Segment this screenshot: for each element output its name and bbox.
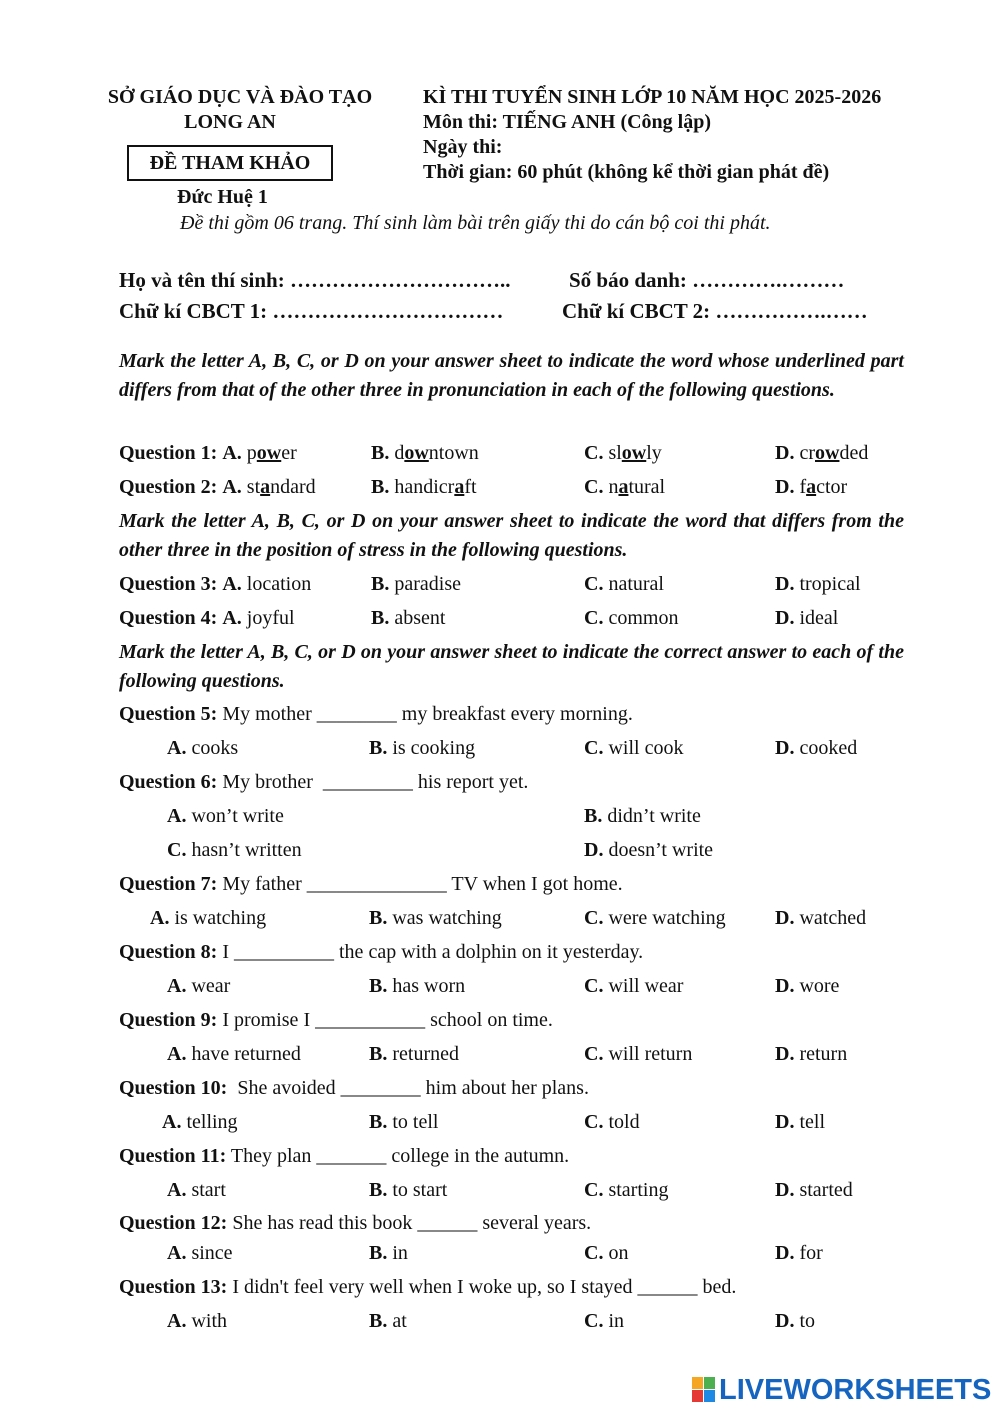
province-name: LONG AN <box>184 111 276 133</box>
option-c: common <box>608 607 679 629</box>
exam-subject: Môn thi: TIẾNG ANH (Công lập) <box>423 111 712 133</box>
option-letter: B. <box>371 442 390 464</box>
logo-square-3 <box>692 1390 703 1402</box>
question-label: Question 12: <box>119 1212 228 1234</box>
option-letter: D. <box>775 607 795 629</box>
option-letter: B. <box>371 607 390 629</box>
option-b: is cooking <box>392 737 476 759</box>
option-a: won’t write <box>191 805 284 827</box>
question-text: They plan _______ college in the autumn. <box>230 1145 570 1167</box>
question-8-stem <box>0 941 1000 969</box>
question-text: I didn't feel very well when I woke up, so I stayed ______ bed. <box>232 1276 737 1298</box>
question-label: Question 10: <box>119 1077 228 1099</box>
option-letter: A. <box>222 476 242 498</box>
question-label: Question 7: <box>119 873 218 895</box>
option-a: power <box>246 442 297 464</box>
option-letter: A. <box>222 607 242 629</box>
option-b: has worn <box>392 975 466 997</box>
question-5-options: A. cooks B. is cooking C. will cook D. cooked <box>167 737 858 759</box>
option-d: tropical <box>799 573 861 595</box>
option-c: will return <box>608 1043 693 1065</box>
candidate-name-field: Họ và tên thí sinh: ………………………….. <box>119 268 511 292</box>
question-text: She has read this book ______ several years. <box>232 1212 592 1234</box>
question-label: Question 6: <box>119 771 218 793</box>
option-letter: D. <box>775 442 795 464</box>
option-a: cooks <box>191 737 239 759</box>
option-d: watched <box>799 907 867 929</box>
option-c: starting <box>608 1179 669 1201</box>
option-b: returned <box>392 1043 459 1065</box>
option-c: will cook <box>608 737 684 759</box>
exam-date: Ngày thi: <box>423 136 503 158</box>
option-c: told <box>608 1111 640 1133</box>
question-9-options: A. have returned B. returned C. will return D. return <box>167 1043 848 1065</box>
option-a: wear <box>191 975 231 997</box>
option-b: to tell <box>392 1111 439 1133</box>
option-d: to <box>799 1310 816 1332</box>
option-b: to start <box>392 1179 448 1201</box>
option-a: start <box>191 1179 226 1201</box>
question-text: I __________ the cap with a dolphin on it yesterday. <box>222 941 644 963</box>
option-a: have returned <box>191 1043 301 1065</box>
question-label: Question 4: <box>119 607 218 629</box>
reference-exam-box <box>127 145 333 181</box>
question-label: Question 3: <box>119 573 218 595</box>
option-d: ideal <box>799 607 839 629</box>
option-d: wore <box>799 975 840 997</box>
option-b: was watching <box>392 907 502 929</box>
option-a: with <box>191 1310 228 1332</box>
question-label: Question 9: <box>119 1009 218 1031</box>
question-text: My mother ________ my breakfast every morning. <box>222 703 633 725</box>
option-d: doesn’t write <box>608 839 714 861</box>
reference-exam-label: ĐỀ THAM KHẢO <box>149 151 311 174</box>
option-c: in <box>608 1310 625 1332</box>
question-label: Question 11: <box>119 1145 227 1167</box>
instruction-stress: Mark the letter A, B, C, or D on your answer sheet to indicate the word that differs from the other three in the position of stress in the following questions. <box>119 510 904 561</box>
option-c: natural <box>608 476 666 498</box>
question-6-stem <box>0 771 1000 799</box>
option-c: hasn’t written <box>191 839 302 861</box>
option-letter: C. <box>584 476 604 498</box>
logo-square-4 <box>704 1390 715 1402</box>
instruction-correct-answer: Mark the letter A, B, C, or D on your answer sheet to indicate the correct answer to each of the following questions. <box>119 641 904 692</box>
question-13-stem <box>0 1276 1000 1304</box>
option-letter: D. <box>775 573 795 595</box>
option-c: on <box>608 1242 629 1264</box>
question-6-options-cd: C. hasn’t written D. doesn’t write <box>167 839 714 861</box>
exam-duration: Thời gian: 60 phút (không kể thời gian phát đề) <box>423 161 830 183</box>
candidate-id-field: Số báo danh: ………….……… <box>569 268 845 292</box>
option-letter: A. <box>222 573 242 595</box>
school-name: Đức Huệ 1 <box>177 186 268 208</box>
proctor-2-signature-field: Chữ kí CBCT 2: …………….…… <box>562 299 868 323</box>
question-10-stem <box>0 1077 1000 1105</box>
question-3 <box>0 573 1000 601</box>
option-letter: C. <box>584 573 604 595</box>
option-d: return <box>799 1043 848 1065</box>
option-c: natural <box>608 573 664 595</box>
option-a: telling <box>186 1111 238 1133</box>
option-letter: C. <box>584 607 604 629</box>
logo-square-1 <box>692 1377 703 1389</box>
liveworksheets-logo[interactable] <box>692 1374 991 1406</box>
question-label: Question 8: <box>119 941 218 963</box>
option-d: for <box>799 1242 823 1264</box>
question-label: Question 13: <box>119 1276 228 1298</box>
question-text: My brother _________ his report yet. <box>222 771 529 793</box>
instruction-pronunciation: Mark the letter A, B, C, or D on your answer sheet to indicate the word whose underlined part differs from that of the other three in pronunciation in each of the following questions. <box>119 350 904 401</box>
question-8-options: A. wear B. has worn C. will wear D. wore <box>167 975 840 997</box>
question-label: Question 2: <box>119 476 218 498</box>
option-a: standard <box>246 476 316 498</box>
option-a: joyful <box>246 607 295 629</box>
question-label: Question 5: <box>119 703 218 725</box>
proctor-1-signature-field: Chữ kí CBCT 1: …………………………… <box>119 299 504 323</box>
option-b: paradise <box>394 573 461 595</box>
option-b: didn’t write <box>607 805 701 827</box>
option-b: downtown <box>394 442 479 464</box>
question-text: My father ______________ TV when I got home. <box>222 873 623 895</box>
department-name: SỞ GIÁO DỤC VÀ ĐÀO TẠO <box>107 86 373 108</box>
option-c: will wear <box>608 975 684 997</box>
option-b: absent <box>394 607 446 629</box>
option-d: factor <box>799 476 848 498</box>
question-10-options: A. telling B. to tell C. told D. tell <box>162 1111 825 1133</box>
option-letter: C. <box>584 442 604 464</box>
question-2 <box>0 476 1000 504</box>
option-a: since <box>191 1242 233 1264</box>
liveworksheets-logo-text: LIVEWORKSHEETS <box>719 1373 992 1406</box>
question-5-stem <box>0 703 1000 731</box>
option-letter: B. <box>371 573 390 595</box>
question-13-options: A. with B. at C. in D. to <box>167 1310 816 1332</box>
exam-note: Đề thi gồm 06 trang. Thí sinh làm bài trên giấy thi do cán bộ coi thi phát. <box>180 212 771 234</box>
option-d: tell <box>799 1111 825 1133</box>
option-b: in <box>392 1242 408 1264</box>
logo-square-2 <box>704 1377 715 1389</box>
option-a: location <box>246 573 312 595</box>
option-c: were watching <box>608 907 726 929</box>
option-b: handicraft <box>394 476 477 498</box>
option-c: slowly <box>608 442 662 464</box>
option-a: is watching <box>174 907 267 929</box>
option-b: at <box>392 1310 407 1332</box>
question-text: I promise I ___________ school on time. <box>222 1009 553 1031</box>
question-1 <box>0 442 1000 470</box>
question-6-options-ab: A. won’t write B. didn’t write <box>167 805 701 827</box>
liveworksheets-logo-icon <box>692 1377 716 1403</box>
option-letter: A. <box>222 442 242 464</box>
question-12-options: A. since B. in C. on D. for <box>167 1242 823 1264</box>
exam-title: KÌ THI TUYỂN SINH LỚP 10 NĂM HỌC 2025-2026 <box>423 86 882 108</box>
question-12-stem <box>0 1212 1000 1240</box>
question-4 <box>0 607 1000 635</box>
question-11-stem <box>0 1145 1000 1173</box>
question-text: She avoided ________ him about her plans. <box>232 1077 589 1099</box>
option-d: cooked <box>799 737 858 759</box>
question-7-options: A. is watching B. was watching C. were watching D. watched <box>150 907 867 929</box>
option-letter: D. <box>775 476 795 498</box>
option-d: started <box>799 1179 853 1201</box>
question-11-options: A. start B. to start C. starting D. started <box>167 1179 853 1201</box>
question-label: Question 1: <box>119 442 218 464</box>
question-7-stem <box>0 873 1000 901</box>
option-letter: B. <box>371 476 390 498</box>
option-d: crowded <box>799 442 869 464</box>
question-9-stem <box>0 1009 1000 1037</box>
